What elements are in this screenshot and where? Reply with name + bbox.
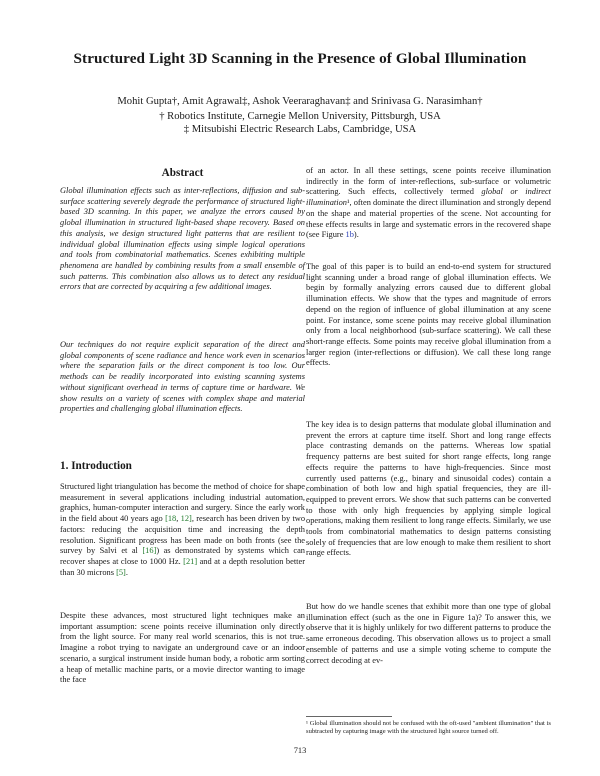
- citation-16[interactable]: [16]: [142, 546, 157, 556]
- right-p1-italic: global or indirect illumination: [306, 187, 551, 208]
- citation-12[interactable]: 12]: [180, 514, 192, 524]
- footnote-1: ¹ Global illumination should not be confused with the oft-used "ambient illumination" that is subtracted by capturing image with the structured light source turned off.: [306, 720, 551, 736]
- right-p1-text-a: of an actor. In all these settings, scene points receive illumination indirectly in the form of inter-reflections, sub-surface or volumetric scattering. Such effects, collectively termed: [306, 166, 551, 197]
- abstract-paragraph-1: Global illumination effects such as inter-reflections, diffusion and sub-surface scattering severely degrade the performance of structured light-based 3D scanning. In this paper, we analyze the errors caused by global illumination in structured light-based shape recovery. Based on this analysis, we design structured light patterns that are resilient to individual global illumination effects using simple logical operations and tools from combinatorial mathematics. Scenes exhibiting multiple phenomena are handled by combining results from a small ensemble of such patterns. This combination also allows us to detect any residual errors that are corrected by acquiring a few additional images.: [60, 186, 305, 292]
- citation-18[interactable]: [18: [165, 514, 177, 524]
- intro-p1-text-c: ) as demonstrated by systems which can recover shapes at close to 1000 Hz.: [60, 546, 305, 566]
- citation-21[interactable]: [21]: [183, 556, 198, 566]
- intro-p1-text-e: .: [125, 567, 128, 577]
- intro-p1-text-a: Structured light triangulation has become the method of choice for shape measurement in several applications including industrial automation, graphics, human-computer interaction and surgery. Since the early work in the field about 40 years ago: [60, 482, 305, 524]
- figure-ref-1b[interactable]: 1b: [345, 230, 354, 240]
- affiliation-1: † Robotics Institute, Carnegie Mellon University, Pittsburgh, USA: [159, 111, 441, 122]
- citation-5[interactable]: [5]: [116, 567, 126, 577]
- section-heading-introduction: 1. Introduction: [60, 460, 132, 472]
- page-number: 713: [293, 746, 307, 755]
- affiliation-2: ‡ Mitsubishi Electric Research Labs, Cambridge, USA: [183, 124, 417, 135]
- author-list: Mohit Gupta†, Amit Agrawal‡, Ashok Veeraraghavan‡ and Srinivasa G. Narasimhan†: [117, 96, 483, 107]
- right-p1-text-b: ¹, often dominate the direct illumination and strongly depend on the shape and material properties of the scene. Not accounting for these effects results in large and systematic errors in the recovered shape (see Figure: [306, 198, 551, 240]
- abstract-paragraph-2: Our techniques do not require explicit separation of the direct and global components of scene radiance and hence work even in scenarios where the separation fails or the direct component is too low. Our methods can be readily incorporated into existing scanning systems without significant overhead in terms of capture time or hardware. We show results on a variety of scenes with complex shape and material properties and challenging global illumination effects.: [60, 340, 305, 414]
- right-p1-text-c: ).: [353, 230, 359, 240]
- abstract-heading: Abstract: [161, 167, 204, 179]
- right-paragraph-4: But how do we handle scenes that exhibit more than one type of global illumination effect (such as the one in Figure 1a)? To answer this, we observe that it is highly unlikely for two different patterns to produce the same erroneous decoding. This observation allows us to project a small ensemble of patterns and use a simple voting scheme to compute the correct decoding at ev-: [306, 602, 551, 665]
- right-paragraph-2: The goal of this paper is to build an end-to-end system for structured light scanning under a broad range of global illumination effects. We begin by formally analyzing errors caused due to different global illumination effects. We show that the types and magnitude of errors depend on the region of influence of global illumination at any scene point. For instance, some scene points may receive global illumination only from a local neighborhood (sub-surface scattering). We call these short-range effects. Some points may receive global illumination from a larger region (inter-reflections or diffusion). We call these long range effects.: [306, 262, 551, 368]
- footnote-rule: [306, 716, 392, 717]
- right-paragraph-1: [306, 166, 551, 241]
- intro-p1-sep: ,: [176, 514, 181, 524]
- intro-paragraph-2: Despite these advances, most structured light techniques make an important assumption: scene points receive illumination only directly from the light source. For many real world scenarios, this is not true. Imagine a robot trying to navigate an underground cave or an indoor scenario, a surgical instrument inside human body, a robotic arm sorting a heap of metallic machine parts, or a movie director wanting to image the face: [60, 611, 305, 685]
- intro-paragraph-1: [60, 482, 305, 578]
- intro-p1-text-b: , research has been driven by two factors: reducing the acquisition time and increasing the depth resolution. Significant progress has been made on both fronts (see the survey by Salvi et al: [60, 514, 306, 556]
- right-paragraph-3: The key idea is to design patterns that modulate global illumination and prevent the errors at capture time itself. Short and long range effects place contrasting demands on the patterns. Whereas low spatial frequency patterns are best suited for short range effects, long range effects require the patterns to have high-frequencies. Since most currently used patterns (e.g., binary and sinusoidal codes) contain a combination of both low and high spatial frequencies, they are ill-equipped to prevent errors. We show that such patterns can be converted to those with only high frequencies by applying simple logical operations, making them resilient to long range effects. Similarly, we use tools from combinatorial mathematics to design patterns consisting solely of frequencies that are low enough to make them resilient to short range effects.: [306, 420, 551, 558]
- paper-title: Structured Light 3D Scanning in the Presence of Global Illumination: [73, 50, 527, 67]
- intro-p1-text-d: and at a depth resolution better than 30 microns: [60, 556, 305, 577]
